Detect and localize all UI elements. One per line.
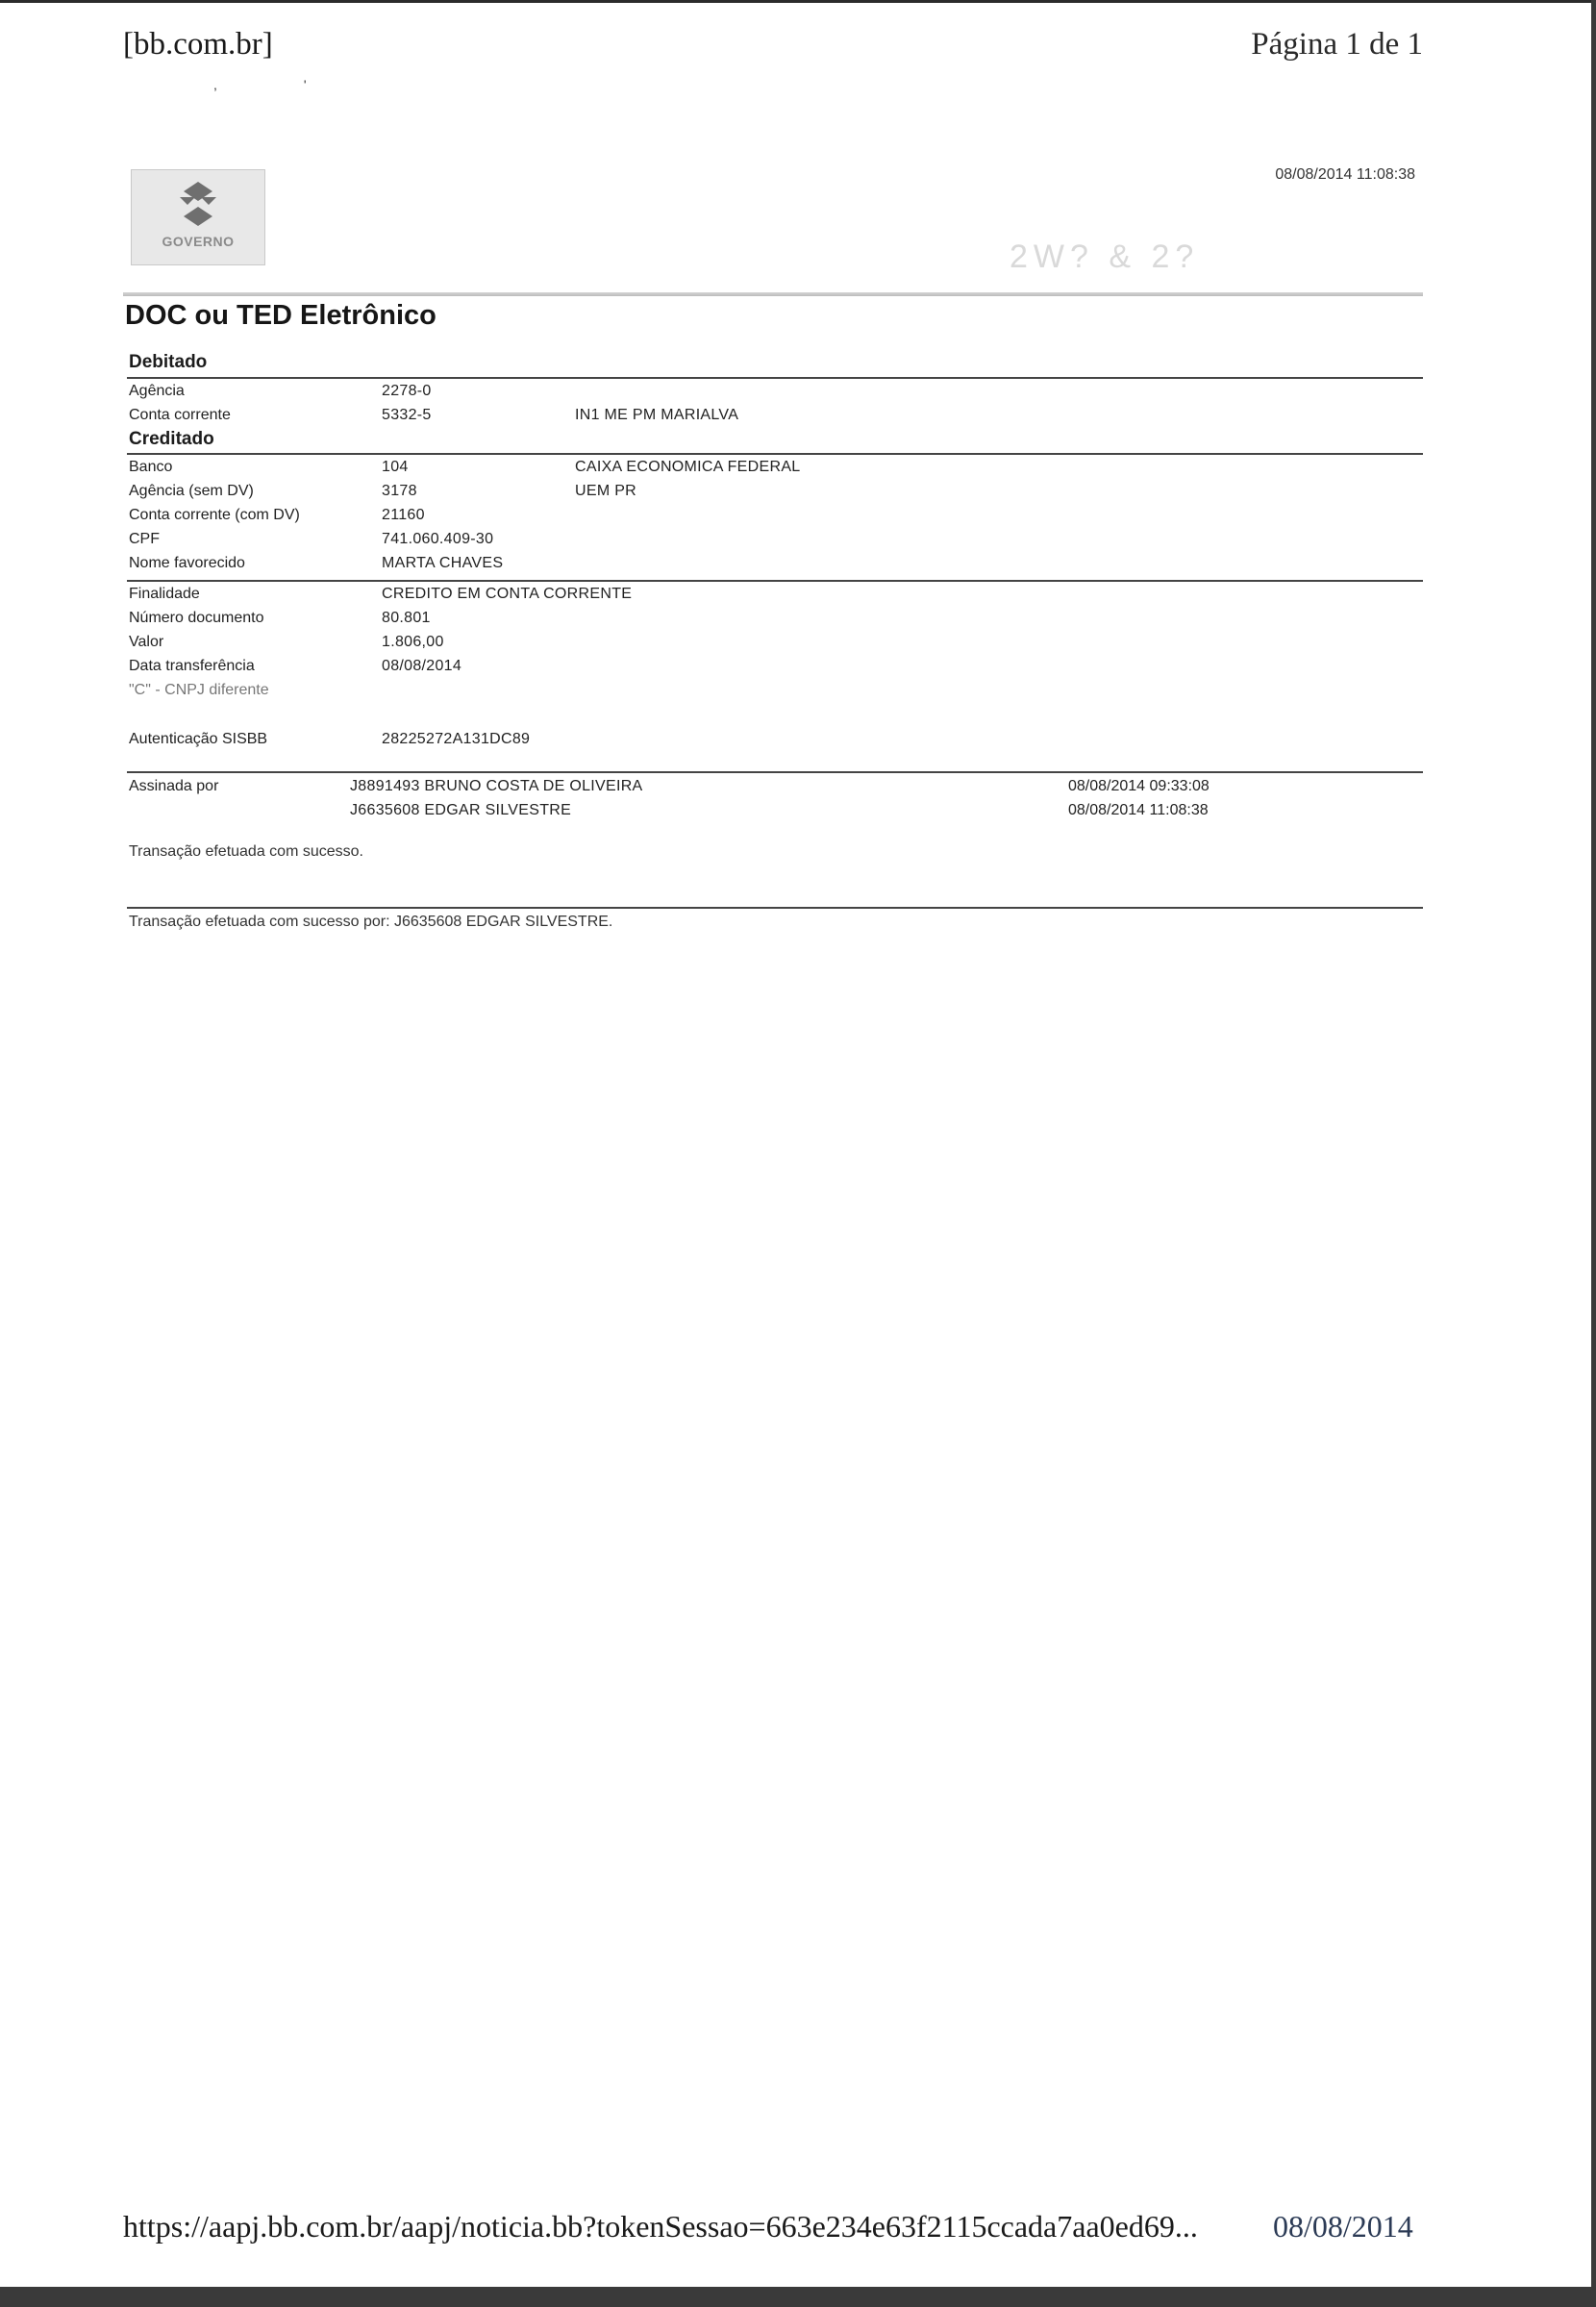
value: 80.801 — [382, 610, 431, 626]
account-holder: IN1 ME PM MARIALVA — [575, 407, 739, 423]
label: Autenticação SISBB — [129, 731, 268, 747]
signer: J8891493 BRUNO COSTA DE OLIVEIRA — [350, 778, 643, 794]
bb-logo-icon — [170, 180, 226, 230]
print-timestamp: 08/08/2014 11:08:38 — [1275, 166, 1415, 183]
value: 104 — [382, 459, 409, 475]
signed-at: 08/08/2014 11:08:38 — [1068, 802, 1209, 818]
divider-creditado — [127, 453, 1423, 455]
value: 3178 — [382, 483, 417, 499]
label: Agência — [129, 383, 185, 399]
mark-1: , — [213, 77, 217, 92]
value: 5332-5 — [382, 407, 432, 423]
divider-details — [127, 580, 1423, 582]
label: Banco — [129, 459, 173, 475]
divider-debitado — [127, 377, 1423, 379]
scan-edge-top — [0, 0, 1596, 3]
status-message: Transação efetuada com sucesso. — [129, 843, 363, 860]
signed-at: 08/08/2014 09:33:08 — [1068, 778, 1209, 794]
value: 2278-0 — [382, 383, 432, 399]
section-debitado-heading: Debitado — [129, 352, 208, 372]
label: Conta corrente (com DV) — [129, 507, 300, 523]
signer: J6635608 EDGAR SILVESTRE — [350, 802, 572, 818]
label: Valor — [129, 634, 164, 650]
page-title: DOC ou TED Eletrônico — [125, 300, 436, 331]
label: Agência (sem DV) — [129, 483, 254, 499]
faint-stamp: 2W? & 2? — [1010, 238, 1200, 275]
header-site: [bb.com.br] — [123, 27, 273, 62]
label: Nome favorecido — [129, 555, 245, 571]
logo-text: GOVERNO — [162, 234, 235, 249]
label: Finalidade — [129, 586, 200, 602]
divider-signatures — [127, 771, 1423, 773]
value: 1.806,00 — [382, 634, 444, 650]
value: 08/08/2014 — [382, 658, 462, 674]
cnpj-note: "C" - CNPJ diferente — [129, 682, 269, 698]
label: Conta corrente — [129, 407, 231, 423]
value: 741.060.409-30 — [382, 531, 494, 547]
bank-logo — [131, 169, 265, 265]
signature-label: Assinada por — [129, 778, 219, 794]
header-marks — [213, 77, 393, 92]
scan-edge-bottom — [0, 2287, 1596, 2307]
branch-name: UEM PR — [575, 483, 637, 499]
status-message-by: Transação efetuada com sucesso por: J6635608 EDGAR SILVESTRE. — [129, 914, 613, 930]
label: Número documento — [129, 610, 264, 626]
bank-name: CAIXA ECONOMICA FEDERAL — [575, 459, 801, 475]
footer-date: 08/08/2014 — [1273, 2209, 1413, 2244]
value: CREDITO EM CONTA CORRENTE — [382, 586, 633, 602]
value: MARTA CHAVES — [382, 555, 504, 571]
value: 28225272A131DC89 — [382, 731, 531, 747]
footer-url: https://aapj.bb.com.br/aapj/noticia.bb?tokenSessao=663e234e63f2115ccada7aa0ed69... — [123, 2209, 1198, 2244]
scan-edge-right — [1591, 0, 1596, 2307]
label: CPF — [129, 531, 160, 547]
divider-status — [127, 907, 1423, 909]
section-creditado-heading: Creditado — [129, 429, 214, 449]
mark-2: ' — [303, 77, 307, 92]
header-page-label: Página 1 de 1 — [1251, 27, 1423, 62]
header-divider — [123, 292, 1423, 296]
value: 21160 — [382, 507, 425, 523]
label: Data transferência — [129, 658, 255, 674]
